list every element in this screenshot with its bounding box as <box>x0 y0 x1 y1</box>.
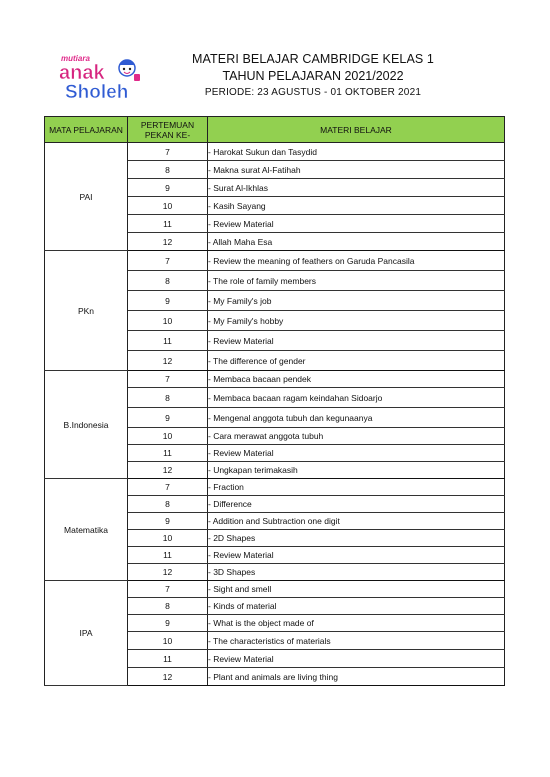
meeting-cell: 8 <box>128 271 208 291</box>
material-cell: - The characteristics of materials <box>208 632 505 650</box>
table-row <box>45 251 505 271</box>
material-cell: - Plant and animals are living thing <box>208 668 505 686</box>
material-table <box>44 116 505 686</box>
meeting-cell: 10 <box>128 311 208 331</box>
material-cell: - 2D Shapes <box>208 530 505 547</box>
material-cell: - Ungkapan terimakasih <box>208 462 505 479</box>
material-cell: - Harokat Sukun dan Tasydid <box>208 143 505 161</box>
meeting-cell: 12 <box>128 564 208 581</box>
material-cell: - My Family's job <box>208 291 505 311</box>
table-row <box>45 371 505 388</box>
material-cell: - Allah Maha Esa <box>208 233 505 251</box>
meeting-cell: 7 <box>128 371 208 388</box>
subject-cell: Matematika <box>45 479 128 581</box>
table-row <box>45 143 505 161</box>
meeting-cell: 11 <box>128 331 208 351</box>
document-header <box>168 51 458 100</box>
meeting-cell: 7 <box>128 143 208 161</box>
material-cell: - My Family's hobby <box>208 311 505 331</box>
material-cell: - Review Material <box>208 331 505 351</box>
header-subject: MATA PELAJARAN <box>45 117 128 143</box>
header-meeting: PERTEMUAN PEKAN KE- <box>128 117 208 143</box>
material-cell: - What is the object made of <box>208 615 505 632</box>
meeting-cell: 7 <box>128 251 208 271</box>
material-cell: - Membaca bacaan pendek <box>208 371 505 388</box>
material-cell: - Addition and Subtraction one digit <box>208 513 505 530</box>
material-cell: - Review Material <box>208 650 505 668</box>
material-cell: - Surat Al-Ikhlas <box>208 179 505 197</box>
table-body <box>45 143 505 686</box>
subject-cell: PKn <box>45 251 128 371</box>
material-cell: - Review the meaning of feathers on Garuda Pancasila <box>208 251 505 271</box>
material-cell: - Cara merawat anggota tubuh <box>208 428 505 445</box>
material-cell: - Kinds of material <box>208 598 505 615</box>
meeting-cell: 7 <box>128 479 208 496</box>
meeting-cell: 9 <box>128 291 208 311</box>
meeting-cell: 10 <box>128 428 208 445</box>
meeting-cell: 8 <box>128 598 208 615</box>
material-cell: - Sight and smell <box>208 581 505 598</box>
header-material: MATERI BELAJAR <box>208 117 505 143</box>
material-cell: - Review Material <box>208 445 505 462</box>
material-cell: - Makna surat Al-Fatihah <box>208 161 505 179</box>
meeting-cell: 11 <box>128 650 208 668</box>
subject-cell: IPA <box>45 581 128 686</box>
meeting-cell: 9 <box>128 513 208 530</box>
material-cell: - Difference <box>208 496 505 513</box>
meeting-cell: 12 <box>128 668 208 686</box>
material-cell: - Review Material <box>208 547 505 564</box>
subject-cell: B.Indonesia <box>45 371 128 479</box>
period-text: PERIODE: 23 AGUSTUS - 01 OKTOBER 2021 <box>204 87 422 98</box>
material-cell: - The role of family members <box>208 271 505 291</box>
meeting-cell: 10 <box>128 197 208 215</box>
subject-cell: PAI <box>45 143 128 251</box>
material-cell: - 3D Shapes <box>208 564 505 581</box>
logo-mutiara-text: mutiara <box>61 54 90 63</box>
meeting-cell: 11 <box>128 215 208 233</box>
table-row <box>45 581 505 598</box>
material-cell: - Review Material <box>208 215 505 233</box>
meeting-cell: 11 <box>128 547 208 564</box>
material-cell: - Kasih Sayang <box>208 197 505 215</box>
material-cell: - Mengenal anggota tubuh dan kegunaanya <box>208 408 505 428</box>
logo-sholeh-text: Sholeh <box>65 82 129 102</box>
mascot-icon <box>119 60 140 82</box>
document-title: MATERI BELAJAR CAMBRIDGE KELAS 1 <box>192 52 434 66</box>
meeting-cell: 8 <box>128 161 208 179</box>
meeting-cell: 11 <box>128 445 208 462</box>
logo-anak-text: anak <box>59 62 105 84</box>
academic-year: TAHUN PELAJARAN 2021/2022 <box>222 69 404 83</box>
meeting-cell: 10 <box>128 632 208 650</box>
meeting-cell: 12 <box>128 233 208 251</box>
meeting-cell: 8 <box>128 388 208 408</box>
school-logo <box>55 50 157 102</box>
material-cell: - Membaca bacaan ragam keindahan Sidoarjo <box>208 388 505 408</box>
meeting-cell: 9 <box>128 179 208 197</box>
table-header-row <box>45 117 505 143</box>
meeting-cell: 7 <box>128 581 208 598</box>
meeting-cell: 9 <box>128 408 208 428</box>
meeting-cell: 9 <box>128 615 208 632</box>
meeting-cell: 12 <box>128 351 208 371</box>
material-cell: - Fraction <box>208 479 505 496</box>
table-row <box>45 479 505 496</box>
school-logo-graphic <box>55 50 157 102</box>
meeting-cell: 12 <box>128 462 208 479</box>
meeting-cell: 10 <box>128 530 208 547</box>
meeting-cell: 8 <box>128 496 208 513</box>
material-cell: - The difference of gender <box>208 351 505 371</box>
